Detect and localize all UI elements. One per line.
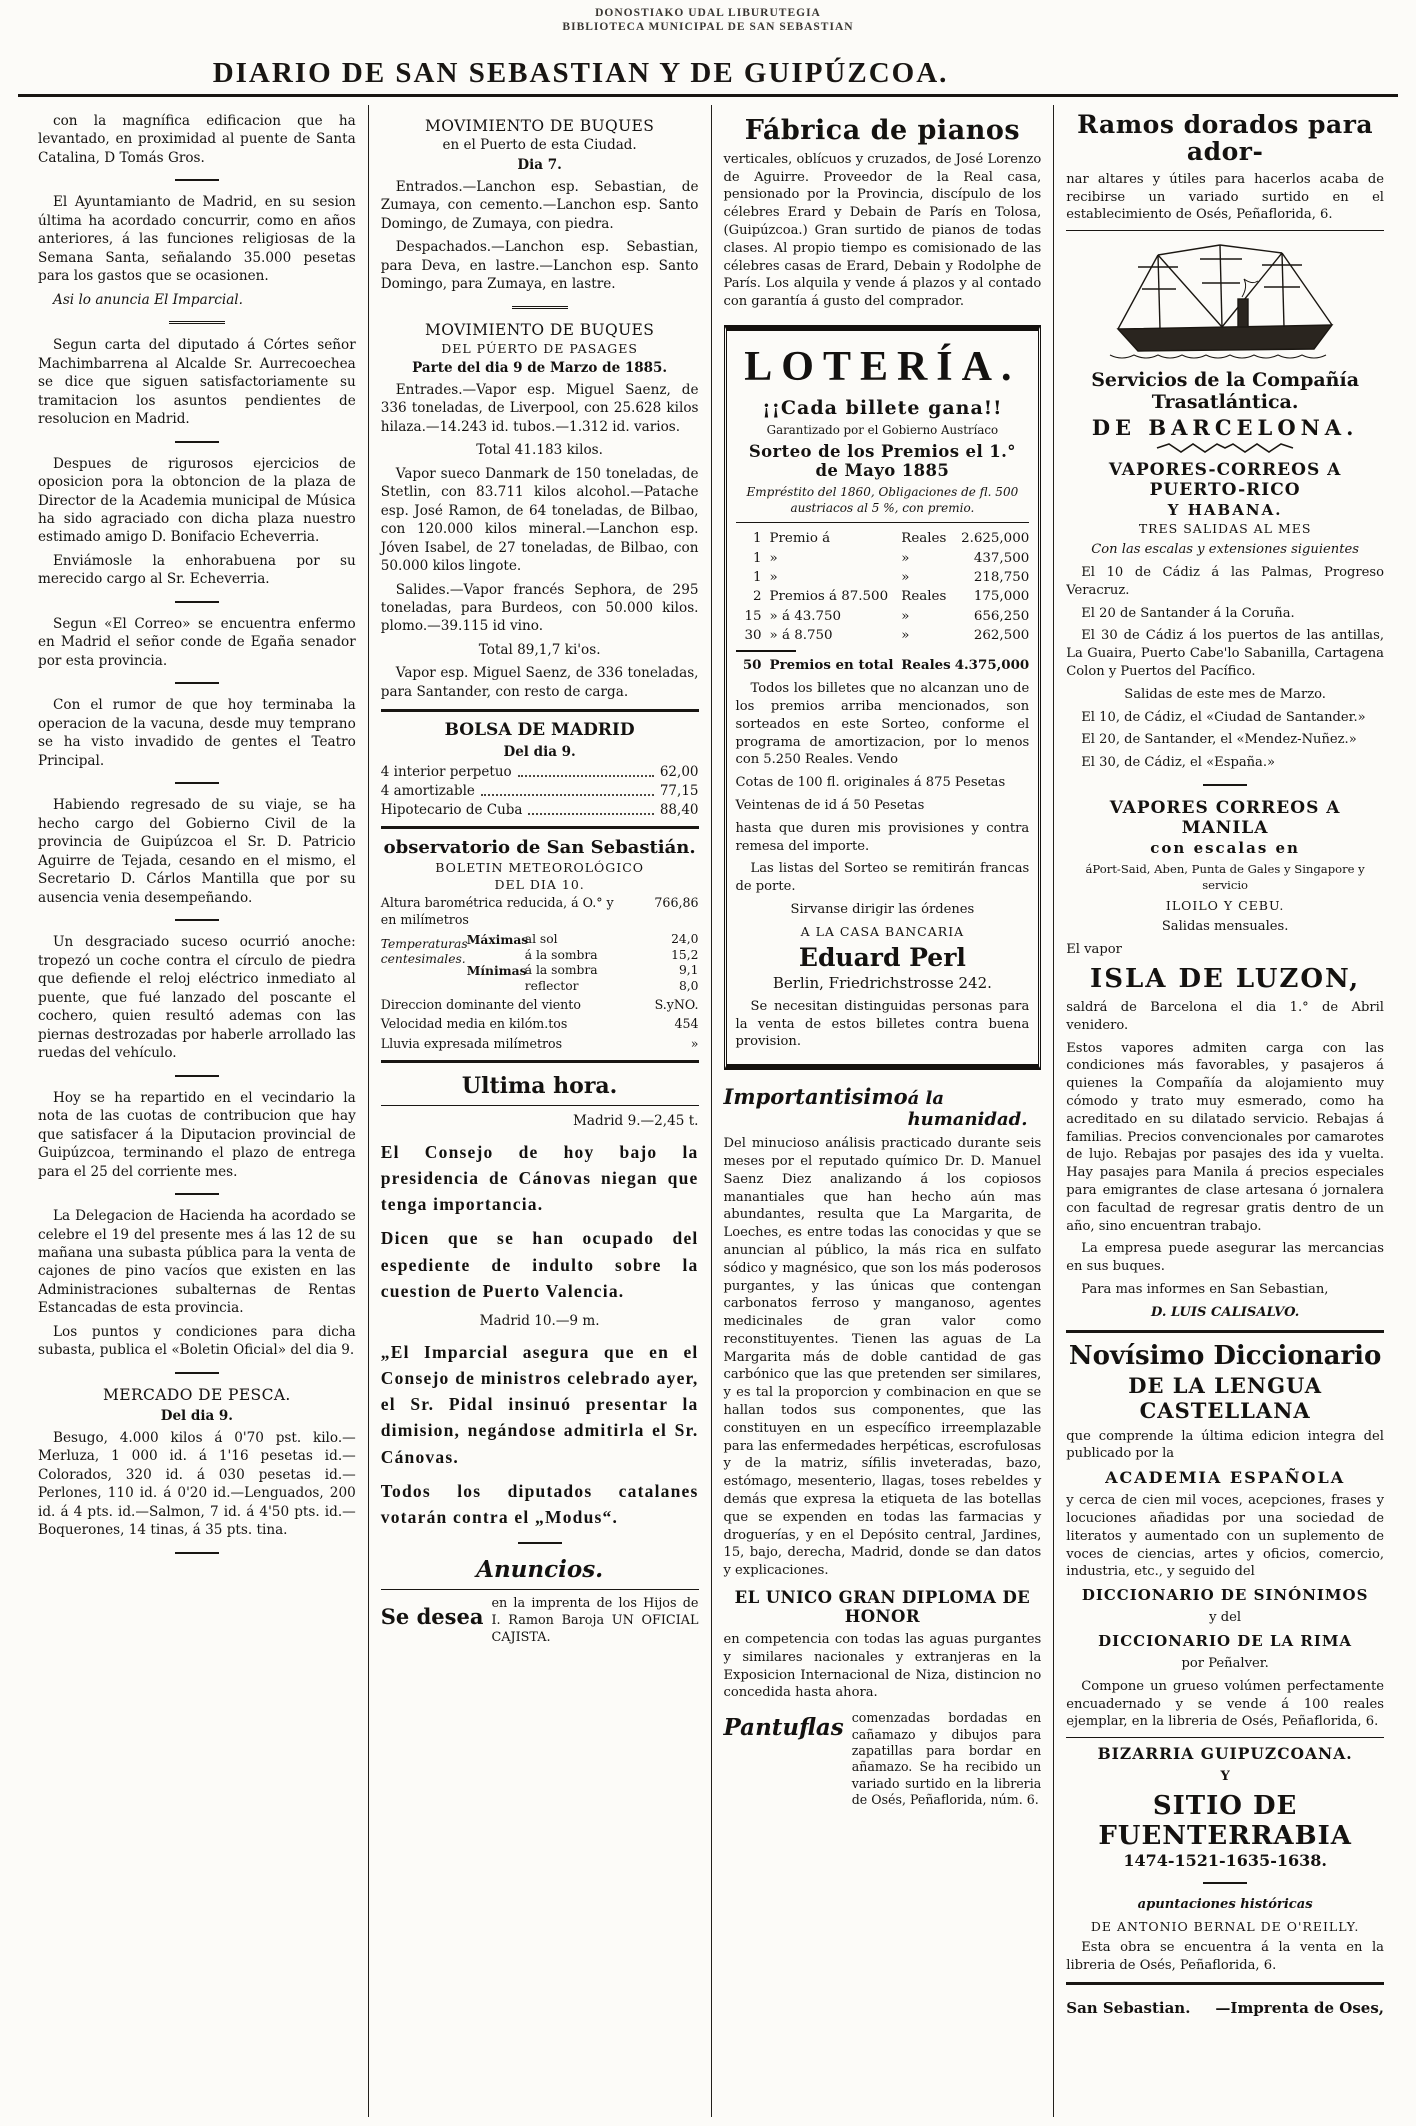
diccionario-title: Novísimo Diccionario [1068,1340,1382,1371]
lottery-advert-box [724,325,1042,1070]
obs-value: » [690,1035,699,1051]
imprint-city: San Sebastian. [1066,1999,1191,2018]
bolsa-label: Hipotecario de Cuba [380,802,523,819]
route-puerto-rico-title: VAPORES-CORREOS A PUERTO-RICO [1108,460,1342,501]
rima-title: DICCIONARIO DE LA RIMA [1098,1631,1353,1650]
newspaper-masthead: DIARIO DE SAN SEBASTIAN Y DE GUIPÚZCOA. [212,56,949,89]
obs-row-baro [381,895,699,928]
lottery-guarantee: Garantizado por el Gobierno Austríaco [766,422,999,437]
article-paragraph: Los puntos y condiciones para dicha subasta, publica el «Boletin Oficial» del dia 9. [38,1323,356,1359]
total-line: Total 89,1,7 ki'os. [478,641,601,658]
prize-count: 15 [744,608,762,624]
mercado-title: MERCADO DE PESCA. [102,1385,291,1404]
diploma-title: EL UNICO GRAN DIPLOMA DE HONOR [734,1588,1031,1627]
obs-temperature-block [381,931,699,994]
lottery-paragraph: Sirvanse dirigir las órdenes [790,901,975,917]
route-habana-title: Y HABANA. [1167,501,1283,520]
section-rule [1066,1330,1384,1333]
dot-leader [481,794,654,796]
article-paragraph: Habiendo regresado de su viaje, se ha hecho cargo del Gobierno Civil de la provincia de Guipúzcoa el Sr. D. Patricio Aguirre de Tejada, cesando en el mismo, el Secretario D. Cárlos Mantilla que por su ausencia venia desempeñando. [38,797,356,906]
obs-row-speed [381,1016,699,1032]
prize-value: 175,000 [973,589,1030,605]
section-rule [1066,1982,1384,1985]
apuntaciones-title: apuntaciones históricas [1137,1896,1313,1912]
stamp-line: BIBLIOTECA MUNICIPAL DE SAN SEBASTIAN [562,21,854,34]
buques-pasages-date: Parte del dia 9 de Marzo de 1885. [412,359,668,376]
importantisimo-body: Del minucioso análisis practicado durante seis meses por el reputado químico Dr. D. Manuel Saenz Diez analizando á los copiosos manantiales que han hecho aún mas abundantes, resulta que La Margarita, de Loeches, es entre todas las conocidas y que se anuncian al público, la más rica en sulfato sódico y magnésico, que son los más poderosos purgantes, y las únicas que contengan carbonatos ferroso y manganoso, agentes medicinales de gran valor como reconstituyentes. Tienen las aguas de La Margarita más de doble cantidad de gas carbónico que las que pretenden ser similares, y es tal la proporcion y combinacion en que se hallan todos sus componentes, que las constituyen en un específico irreemplazable para las enfermedades herpéticas, escrofulosas y de la matriz, sífilis inveteradas, bazo, estómago, mesenterio, llagas, toses rebeldes y demás que expresa la etiqueta de las botellas que se expenden en todas las farmacias y droguerías, y en el Depósito central, Jardines, 15, bajo, derecha, Madrid, donde se dan datos y explicaciones. [723,1136,1042,1579]
por-penalver: por Peñalver. [1181,1655,1269,1671]
prize-currency: Reales [901,656,951,673]
total-line: Total 41.183 kilos. [476,442,603,459]
obs-value: 766,86 [654,895,699,911]
prize-currency: » [901,569,910,585]
boletin-title: BOLETIN METEOROLÓGICO [435,860,645,876]
academia-title: ACADEMIA ESPAÑOLA [1105,1468,1346,1488]
buques-pasages-title: MOVIMIENTO DE BUQUES [424,320,655,339]
boletin-day: DEL DIA 10. [494,877,585,893]
bolsa-label: 4 interior perpetuo [380,764,512,781]
imprint-press: —Imprenta de Oses, [1215,1999,1384,2018]
sailing-line: El 10, de Cádiz, el «Ciudad de Santander.» [1081,709,1366,725]
prize-count: 1 [752,569,762,585]
section-divider [169,321,225,324]
prize-currency: » [901,608,910,624]
escalas-note: Con las escalas y extensiones siguientes [1091,542,1359,558]
article-paragraph: Vapor sueco Danmark de 150 toneladas, de Stetlin, con 83.711 kilos alcohol.—Patache esp. José Ramon, de 64 toneladas, de Bilbao, con 120.000 kilos mineral.—Lanchon esp. Jóven Isabel, de 27 toneladas, de Bilbao, con 50.000 kilos lingote. [380,465,699,575]
lengua-subtitle: DE LA LENGUA CASTELLANA [1128,1372,1322,1423]
route-line: El 10 de Cádiz á las Palmas, Progreso Veracruz. [1066,564,1384,598]
sailing-line: El 30, de Cádiz, el «España.» [1081,755,1276,771]
vapor-name: ISLA DE LUZON, [1090,964,1361,995]
bizarria-y: Y [1220,1769,1230,1785]
bolsa-title: BOLSA DE MADRID [444,720,635,741]
obs-temp-row [467,979,699,993]
anuncios-title: Anuncios. [476,1556,604,1584]
trasatlantica-title: Servicios de la Compañía Trasatlántica. [1091,369,1360,414]
ultima-hora-title: Ultima hora. [461,1073,618,1100]
section-divider [512,306,568,309]
lottery-total-row [736,656,1030,675]
obs-temp-row [467,932,699,947]
article-paragraph: Segun carta del diputado á Córtes señor Machimbarrena al Alcalde Sr. Aurrecoechea se dice que siguen satisfactoriamente su tramitacion los asuntos pendientes de resolucion en Madrid. [38,337,356,428]
prize-count: 30 [744,628,762,644]
article-paragraph: El Ayuntamianto de Madrid, en su sesion última ha acordado concurrir, como en años anteriores, á las funciones religiosas de la Semana Santa, señalando 35.000 pesetas para los gastos que se ocasionen. [38,194,356,285]
lottery-prize-row [736,529,1030,548]
banker-address: Berlin, Friedrichstrosse 242. [772,973,992,992]
manila-sailings: Salidas mensuales. [1161,919,1289,935]
manila-route: áPort-Said, Aben, Punta de Gales y Singapore y servicio [1085,861,1365,892]
importantisimo-title-left: Importantisimo [723,1084,908,1110]
flourish-ornament [1155,442,1295,454]
prize-desc: Premios en total [769,656,894,673]
prize-count: 50 [742,656,762,673]
y-del: y del [1209,1610,1242,1626]
article-paragraph: Asi lo anuncia El Imparcial. [53,291,243,308]
section-divider [175,441,219,443]
obs-label: Direccion dominante del viento [380,997,581,1013]
buques-date: Dia 7. [517,156,562,173]
lottery-paragraph: hasta que duren mis provisiones y contra remesa del importe. [735,820,1030,854]
agent-name: D. LUIS CALISALVO. [1150,1304,1300,1320]
obs-sub-value: 8,0 [678,979,699,994]
obs-sub-label: al sol [524,932,558,947]
obs-label: Lluvia expresada milímetros [380,1035,563,1051]
column-2 [368,105,711,2117]
article-paragraph: con la magnífica edificacion que ha levantado, en proximidad al puente de Santa Catalina, D Tomás Gros. [38,112,356,166]
section-divider [175,601,219,603]
bolsa-row [381,783,699,799]
article-paragraph: Con el rumor de que hoy terminaba la operacion de la vacuna, desde muy temprano se ha visto invadido de gentes el Teatro Principal. [38,697,356,769]
lottery-total-rule [736,650,796,652]
info-line: Para mas informes en San Sebastian, [1081,1281,1329,1297]
column-3 [711,105,1054,2117]
importantisimo-title-right: á la humanidad. [907,1088,1028,1131]
observatorio-title: observatorio de San Sebastián. [383,837,696,859]
prize-currency: » [901,628,910,644]
anuncio-se-desea [381,1596,699,1646]
section-divider [175,179,219,181]
prize-count: 1 [752,550,762,566]
conditions-paragraph: Estos vapores admiten carga con las condiciones más favorables, y pasajeros á quienes la Compañía da alojamiento muy cómodo y trato muy esmerado, como ha acreditado en su dilatado servicio. Rebajas á familias. Precios convencionales por camarotes de lujo. Rebajas por pasajes des ida y vuelta. Hay pasajes para Manila á precios especiales para emigrantes de clase artesana ó jornalera con facultad de regresar gratis dentro de un año, sino encuentran trabajo. [1066,1040,1384,1234]
article-paragraph: Enviámosle la enhorabuena por su merecido cargo al Sr. Echeverria. [38,552,356,588]
stamp-line: DONOSTIAKO UDAL LIBURUTEGIA [595,7,821,19]
diploma-body: en competencia con todas las aguas purgantes y similares nacionales y extranjeras en la Exposicion Internacional de Niza, distincion no concedida hasta ahora. [723,1632,1042,1701]
manila-subtitle: con escalas en [1150,838,1300,857]
prize-desc: » [769,569,778,585]
buques-title: MOVIMIENTO DE BUQUES [424,116,655,135]
article-paragraph: Hoy se ha repartido en el vecindario la nota de las cuotas de contribucion que hay que satisfacer á la Diputacion provincial de Guipúzcoa, terminando el plazo de entrega para el 25 del corriente mes. [38,1089,356,1180]
vapor-info: saldrá de Barcelona el dia 1.° de Abril venidero. [1066,1000,1384,1033]
prize-value: 218,750 [973,569,1030,585]
section-rule [381,709,699,712]
prize-value: 656,250 [973,608,1030,624]
lottery-emprestito: Empréstito del 1860, Obligaciones de fl. 500 austriacos al 5 %, con premio. [746,484,1019,515]
telegram-dateline: Madrid 10.—9 m. [479,1313,600,1330]
imprint-line [1066,1999,1384,2017]
obs-max-label: Máximas [466,932,529,948]
pantuflas-advert [724,1710,1042,1808]
lottery-paragraph: Todos los billetes que no alcanzan uno de los premios arriba mencionados, son sorteados en este Sorteo, conforme el programa de amortizacion, por lo menos con 5.250 Reales. Vendo [735,681,1030,768]
obs-sub-label: á la sombra [524,948,598,963]
article-paragraph: Un desgraciado suceso ocurrió anoche: tropezó un coche contra el círculo de piedra que defiende el reloj eléctrico inmediato al puente, que fué lanzado del poscante el cochero, quien resultó ademas con las piernas destrozadas por haberle arrollado las ruedas del vehículo. [38,934,356,1062]
lottery-slogan: ¡¡Cada billete gana!! [762,396,1003,419]
section-divider [175,682,219,684]
sinonimos-title: DICCIONARIO DE SINÓNIMOS [1081,1586,1369,1605]
bolsa-row [381,802,699,818]
diccionario-paragraph: Compone un grueso volúmen perfectamente encuadernado y se vende á 100 reales ejemplar, en la libreria de Osés, Peñaflorida, 6. [1066,1678,1384,1730]
importantisimo-title [724,1084,1042,1130]
prize-count: 2 [752,589,762,605]
section-divider [175,1075,219,1077]
pianos-body: verticales, oblícuos y cruzados, de José Lorenzo de Aguirre. Proveedor de la Real casa, pensionado por la Provincia, discípulo de los célebres Erard y Debain de París en Tolosa, (Guipúzcoa.) Gran surtido de pianos de todas clases. Al propio tiempo es comisionado de las célebres casas de Erard, Debain y Rodolphe de París. Los alquila y vende á plazos y al contado con garantía á gusto del comprador. [723,151,1042,310]
manila-route2: ILOILO Y CEBU. [1165,898,1285,914]
obs-row-wind [381,997,699,1013]
obs-value: 454 [674,1016,699,1032]
lottery-paragraph: Las listas del Sorteo se remitirán francas de porte. [735,861,1030,895]
lottery-prize-row [736,607,1030,626]
obs-sub-label: reflector [524,979,579,994]
prize-currency: Reales [901,531,947,547]
section-rule [381,1060,699,1063]
buques-pasages-subtitle: DEL PÚERTO DE PASAGES [441,340,638,356]
library-stamp [0,0,1416,35]
lottery-prize-row [736,549,1030,568]
dot-leader [518,775,654,777]
lottery-title: LOTERÍA. [744,343,1021,390]
telegram-dateline: Madrid 9.—2,45 t. [572,1113,699,1130]
ship-engraving [1100,237,1350,367]
bolsa-value: 88,40 [659,802,699,819]
sailings-per-month: TRES SALIDAS AL MES [1138,521,1312,537]
article-paragraph: Segun «El Correo» se encuentra enfermo en Madrid el señor conde de Egaña senador por esta provincia. [38,615,356,669]
section-rule [381,1105,699,1106]
article-paragraph: Vapor esp. Miguel Saenz, de 336 toneladas, para Santander, con resto de carga. [380,665,699,700]
obs-sub-value: 15,2 [671,948,699,963]
lottery-prize-row [736,568,1030,587]
telegram-paragraph: Todos los diputados catalanes votarán contra el „Modus“. [380,1480,699,1528]
prize-desc: Premio á [769,531,831,547]
pianos-title: Fábrica de pianos [744,114,1021,146]
prize-desc: » á 43.750 [769,608,842,624]
obs-row-rain [381,1036,699,1052]
lottery-banker-label: A LA CASA BANCARIA [800,923,965,939]
article-paragraph: Entrades.—Vapor esp. Miguel Saenz, de 336 toneladas, de Liverpool, con 25.628 kilos hilaza.—14.243 id. tubos.—1.312 id. varios. [380,381,699,435]
obs-temp-row [467,948,699,962]
bolsa-row [381,764,699,780]
venta-line: Esta obra se encuentra á la venta en la libreria de Osés, Peñaflorida, 6. [1066,1939,1384,1973]
prize-desc: Premios á 87.500 [769,589,889,605]
section-divider [175,1193,219,1195]
prize-value: 262,500 [973,628,1030,644]
section-rule [1066,1737,1384,1738]
section-rule [736,522,1030,523]
obs-temp-grid [467,931,699,994]
bolsa-value: 77,15 [659,783,699,800]
article-paragraph: Entrados.—Lanchon esp. Sebastian, de Zumaya, con cemento.—Lanchon esp. Santo Domingo, de Zumaya, con piedra. [380,178,699,232]
section-divider [1203,1882,1247,1884]
ramos-title: Ramos dorados para ador- [1077,109,1374,167]
ramos-body: nar altares y útiles para hacerlos acaba de recibirse un variado surtido en el establecimiento de Osés, Peñaflorida, 6. [1066,171,1384,223]
obs-sub-label: á la sombra [524,963,598,978]
mercado-body: Besugo, 4.000 kilos á 0'70 pst. kilo.—Merluza, 1 000 id. á 1'16 pesetas id.—Colorados, 320 id. á 030 pesetas id.—Perlones, 110 id. á 0'20 id.—Lenguados, 200 id. á 4 pts. id.—Salmon, 7 id. á 4'50 pts. id.—Boquerones, 14 tinas, á 35 pts. tina. [38,1429,356,1539]
insurance-paragraph: La empresa puede asegurar las mercancias en sus buques. [1066,1241,1384,1275]
obs-label: Velocidad media en kilóm.tos [380,1016,568,1032]
obs-temp-row [467,963,699,978]
sitio-title: SITIO DE FUENTERRABIA [1098,1790,1352,1851]
anuncio-body: en la imprenta de los Hijos de I. Ramon Baroja UN OFICIAL CAJISTA. [491,1596,699,1645]
section-rule [381,1589,699,1590]
article-paragraph: La Delegacion de Hacienda ha acordado se celebre el 19 del presente mes á las 12 de su mañana una subasta pública para la venta de cajones de pino vacíos que existen en las Administraciones subalternas de Rentas Estancadas de esta provincia. [38,1208,356,1317]
section-divider [1203,784,1247,786]
diccionario-paragraph: y cerca de cien mil voces, acepciones, frases y locuciones añadidas por una sociedad de literatos y aumentado con un suplemento de voces de ciencias, artes y oficios, comercio, industria, etc., y seguido del [1066,1493,1384,1580]
lottery-prize-row [736,587,1030,606]
section-divider [518,1542,562,1544]
obs-min-label: Mínimas [466,963,527,979]
article-paragraph: Despachados.—Lanchon esp. Sebastian, para Deva, en lastre.—Lanchon esp. Santo Domingo, para Zumaya, en lastre. [380,239,699,293]
masthead-wrap [0,57,1161,90]
obs-spacer [467,948,525,962]
bizarria-title: BIZARRIA GUIPUZCOANA. [1097,1744,1353,1764]
manila-title: VAPORES CORREOS A MANILA [1109,797,1341,838]
lottery-prize-row [736,626,1030,645]
section-divider [175,1372,219,1374]
section-divider [175,1552,219,1554]
route-line: El 30 de Cádiz á los puertos de las antillas, La Guaira, Puerto Cabe'lo Sabanilla, Cartagena Colon y Puertos del Pacífico. [1066,628,1384,679]
anuncio-lead: Se desea [380,1604,484,1630]
obs-sub-value: 24,0 [671,932,699,947]
lottery-paragraph: Veintenas de id á 50 Pesetas [735,797,925,813]
sitio-years: 1474-1521-1635-1638. [1123,1850,1327,1870]
section-divider [175,782,219,784]
vapor-lead: El vapor [1066,942,1122,958]
telegram-paragraph: „El Imparcial asegura que en el Consejo de ministros celebrado ayer, el Sr. Pidal insinuó presentar la dimision, negándose admitirla el Sr. Cánovas. [380,1341,699,1467]
article-paragraph: Salides.—Vapor francés Sephora, de 295 toneladas, para Burdeos, con 50.000 kilos. plomo.—39.115 id vino. [380,581,699,635]
lottery-sorteo: Sorteo de los Premios el 1.° de Mayo 1885 [748,441,1016,480]
article-paragraph: Despues de rigurosos ejercicios de oposicion pora la obtoncion de la plaza de Director de la Academia municipal de Música ha sido agraciado con dicha plaza nuestro estimado amigo D. Bonifacio Echeverria. [38,455,356,546]
obs-sub-value: 9,1 [678,963,699,978]
section-rule [381,826,699,829]
telegram-paragraph: El Consejo de hoy bajo la presidencia de Cánovas niegan que tenga importancia. [380,1141,699,1215]
bolsa-date: Del dia 9. [503,744,576,761]
mercado-date: Del dia 9. [160,1407,233,1424]
buques-subtitle: en el Puerto de esta Ciudad. [442,136,637,153]
prize-count: 1 [752,531,762,547]
banker-name: Eduard Perl [798,942,966,972]
prize-value: 2.625,000 [961,531,1030,547]
prize-desc: » á 8.750 [769,628,833,644]
salidas-title: Salidas de este mes de Marzo. [1124,686,1326,702]
dot-leader [528,813,653,815]
prize-currency: » [901,550,910,566]
column-4 [1053,105,1396,2117]
obs-spacer [467,979,525,993]
obs-value: S.yNO. [654,997,699,1013]
bolsa-value: 62,00 [659,764,699,781]
diccionario-paragraph: que comprende la última edicion integra del publicado por la [1066,1428,1384,1462]
sailing-line: El 20, de Santander, el «Mendez-Nuñez.» [1081,732,1357,748]
lottery-paragraph: Cotas de 100 fl. originales á 875 Pesetas [735,775,1006,791]
prize-value: 4.375,000 [954,656,1030,673]
prize-value: 437,500 [973,550,1030,566]
obs-temp-group-label: Temperaturas centesimales. [380,937,468,966]
pantuflas-lead: Pantuflas [723,1714,844,1742]
pantuflas-body: comenzadas bordadas en cañamazo y dibujos para zapatillas para bordar en añamazo. Se ha recibido un variado surtido en la libreria de Osés, Peñaflorida, núm. 6. [851,1710,1042,1808]
barcelona-subtitle: DE BARCELONA. [1091,415,1359,441]
prize-currency: Reales [901,589,947,605]
section-rule [1066,230,1384,231]
column-1 [26,105,368,2117]
obs-label: Altura barométrica reducida, á O.° y en milímetros [380,895,614,927]
telegram-paragraph: Dicen que se han ocupado del espediente de indulto sobre la cuestion de Puerto Valencia. [380,1228,699,1301]
route-line: El 20 de Santander á la Coruña. [1081,605,1295,621]
columns [0,97,1416,2117]
section-divider [175,919,219,921]
lottery-paragraph: Se necesitan distinguidas personas para la venta de estos billetes contra buena provision. [735,998,1030,1050]
autor-line: DE ANTONIO BERNAL DE O'REILLY. [1090,1918,1360,1934]
bolsa-label: 4 amortizable [380,783,475,800]
prize-desc: » [769,550,778,566]
